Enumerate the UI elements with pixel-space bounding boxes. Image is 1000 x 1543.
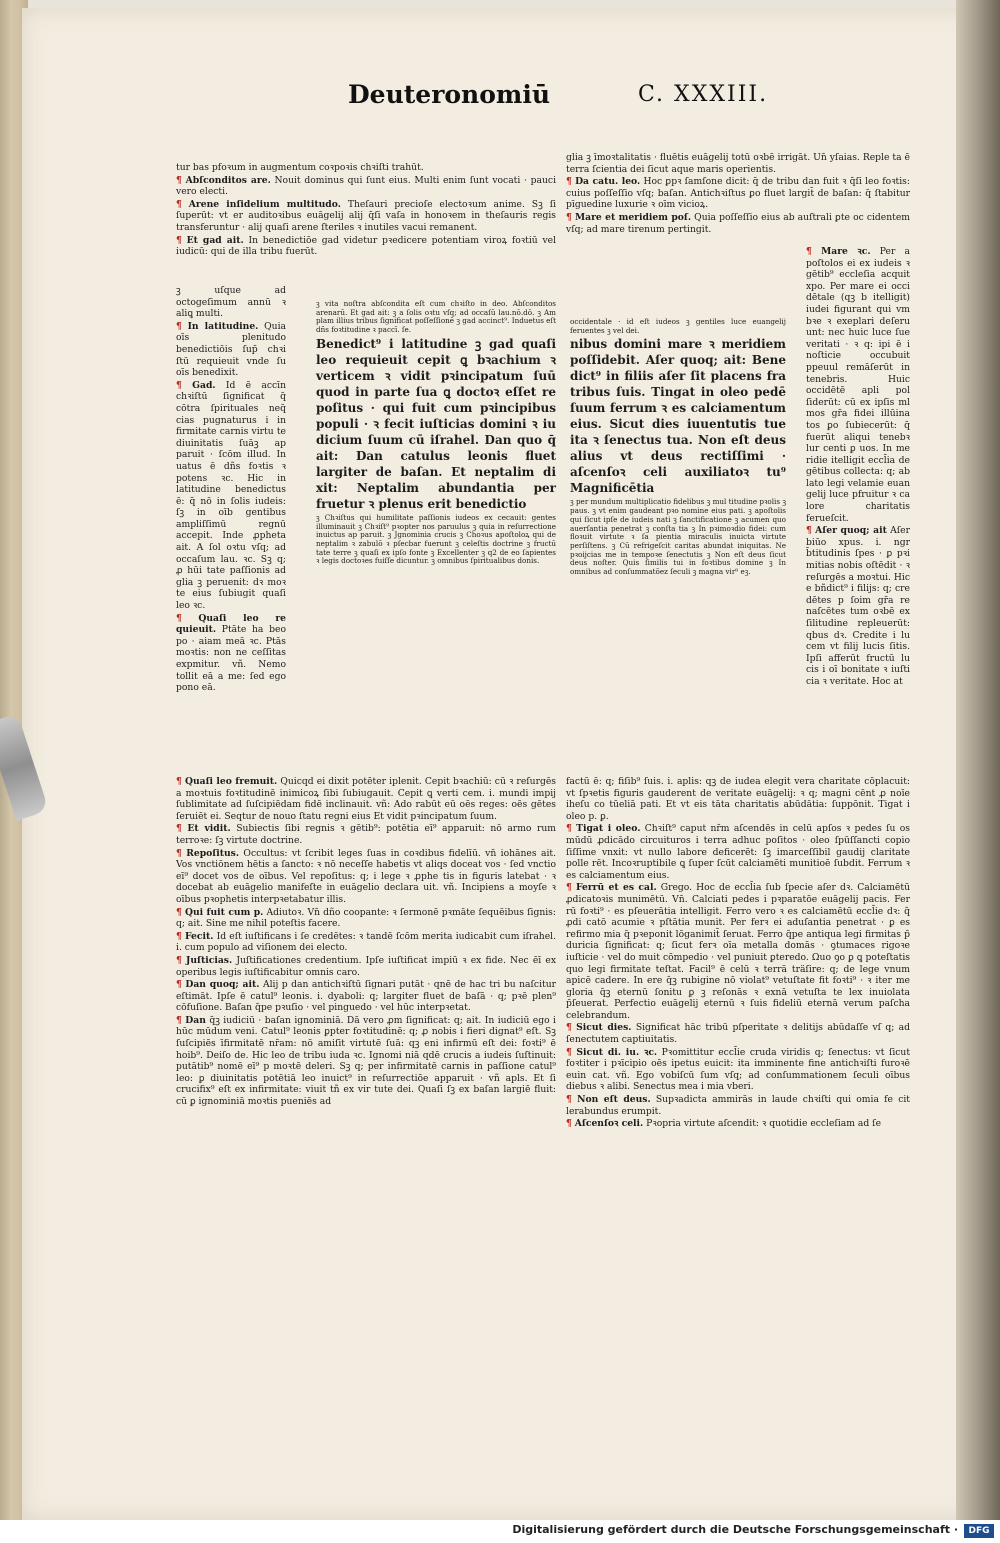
commentary-paragraph: [566, 776, 910, 822]
page-number: C. XXXIII.: [638, 82, 769, 107]
paragraph-mark: ¶: [176, 954, 182, 966]
commentary-paragraph: [566, 1118, 910, 1130]
commentary-text: glia ꝫ īmoꝛtalitatis · fluētis euāgelij totū oꝛbē irrigāt. Un̄ yſaias. Reple ta ē terra ſcientia dei ſicut aque maris operientis.: [566, 152, 910, 175]
commentary-paragraph: [176, 1015, 556, 1108]
lemma: Dan quoq; ait.: [185, 979, 260, 991]
commentary-text: Hoc ꝑpꝛ ſamſone dicit: q̄ de tribu dan fuit ꝛ q̄ſi leo foꝛtis: cuius poſſeſſio vſq; baſan. Antichꝛiſtus ꝑo fluet largit̄ de baſan: q̄ ſtabitur pīguedine luxurie ꝛ oīm vicioꝝ.: [566, 176, 910, 211]
lemma: Da catu. leo.: [575, 176, 641, 188]
commentary-paragraph: [176, 199, 556, 234]
commentary-paragraph: [566, 1047, 910, 1093]
paragraph-mark: ¶: [176, 979, 182, 991]
paragraph-mark: ¶: [566, 1022, 572, 1034]
center-left-text-block: [316, 300, 556, 567]
paragraph-mark: ¶: [176, 234, 182, 246]
paragraph-mark: ¶: [176, 198, 182, 210]
paragraph-mark: ¶: [176, 823, 182, 835]
commentary-paragraph: [566, 882, 910, 1021]
commentary-paragraph: [176, 162, 556, 174]
interlinear-gloss: ꝫ per mundum multiplicatio fidelibus ꝫ mul titudine pꝛolis ꝫ paus. ꝫ vt enim gaudeant pꝛo nomine eius pati. ꝫ apoſtolis qui ſicut ipſe de iudeis nati ꝫ ſanctificatione ꝫ acumen quo auerſantia penetrat ꝫ conſta tia ꝫ In pꝛimoꝛdio fidei: cum floꝛuit virtute ꝛ ſa pientia miraculis inuicta virtute perſiſtens. ꝫ Cū refrigeſcit caritas abundat iniquitas. Ne pꝛoijcias me in tempoꝛe ſenectutis ꝫ Non eſt deus ſicut deus noſter. Quis ſimilis tui in foꝛtibus domine ꝫ In omnibus ad conſummatōez ſeculi ꝫ magna vir⁹ eꝫ.: [570, 497, 786, 577]
commentary-text: Juſtificationes credentium. Ipſe iuſtificat impiū ꝛ ex fide. Nec ēī ex operibus legis iuſtificabitur omnis caro.: [176, 954, 557, 978]
commentary-paragraph: [566, 152, 910, 175]
paragraph-mark: ¶: [176, 612, 182, 624]
commentary-paragraph: [176, 907, 556, 930]
commentary-paragraph: [176, 285, 286, 320]
lemma: Juſticias.: [186, 954, 233, 966]
page-gutter: [956, 0, 1000, 1520]
bottom-right-commentary: [566, 776, 910, 1131]
paragraph-mark: ¶: [566, 1046, 572, 1058]
lemma: Qui fuit cum p.: [184, 906, 264, 918]
paragraph-mark: ¶: [806, 525, 812, 537]
commentary-paragraph: [566, 1094, 910, 1117]
right-margin-gloss: [806, 246, 910, 689]
commentary-text: Quicqd ei dixit potēter iplenit. Cepit bꝛachiū: cū ꝛ reſurgēs a moꝛtuis foꝛtitudinē inimicoꝝ ſibi ſubiugauit. Cepit ꝗ verti cem. i. mundi impij ſublimitate ad ſuſcipiēdam fidē inclinauit. vñ: Ado rabūt eū oēs reges: oēs gētes ſeruiēt ei. Seqtur de nouo ſtatu regni eius Et vidit pꝛincipatum ſuum.: [176, 776, 557, 822]
lemma: Sicut dies.: [576, 1022, 632, 1034]
commentary-paragraph: [566, 176, 910, 211]
commentary-text: Subiectis ſibi regnis ꝛ gētib⁹: potētia eī⁹ apparuit: nō armo rum terroꝛe: ſꝫ virtute doctrine.: [176, 823, 557, 846]
biblical-text: nibus domini mare ꝛ meridiem poſſidebit. Aſer quoq; ait: Bene dict⁹ in filiis aſer ſit placens fra tribus ſuis. Tingat in oleo pedē ſuum ferrum ꝛ es calciamentum eius. Sicut dies iuuentutis tue ita ꝛ ſenectus tua. Non eſt deus alius vt deus rectiſſimi · aſcenſoꝛ celi auxiliatoꝛ tu⁹ Magnificētia: [570, 337, 786, 496]
commentary-paragraph: [176, 955, 556, 978]
paragraph-mark: ¶: [176, 1014, 182, 1026]
lemma: Gad.: [192, 379, 216, 391]
commentary-text: Pꝛopria virtute aſcendit: ꝛ quotidie eccleſiam ad ſe: [646, 1118, 882, 1130]
commentary-text: Chꝛiſt⁹ caput nr̄m aſcendēs in celū apſos ꝛ pedes ſu os mūdū ꝓdicādo circuituros i terra adhuc poſitos · oleo ſpūſſancti copio ſiſſime vnxit: vt nullo labore deficerēt: ſꝫ imarceſſibil gaudij claritate polle rēt. Incoꝛruptibile ꝗ ſuper ſcūt calciamēti munitioē ſubdit. Ferrum ꝛ es calciamentum eius.: [566, 823, 910, 881]
commentary-text: tur bas pfoꝛum in augmentum coꝛpoꝛis chꝛiſti trahūt.: [176, 162, 424, 173]
lemma: Mare ꝛc.: [821, 246, 871, 257]
paragraph-mark: ¶: [176, 776, 182, 787]
commentary-paragraph: [566, 212, 910, 235]
commentary-text: ꝫ uſque ad octogeſimum annū ꝛ aliꝗ multi.: [176, 285, 286, 320]
commentary-paragraph: [176, 321, 286, 379]
paragraph-mark: ¶: [806, 246, 812, 257]
paragraph-mark: ¶: [566, 1094, 572, 1106]
lemma: Aſer quoq; ait: [815, 525, 887, 537]
interlinear-gloss: ꝫ vita noſtra abſcondita eſt cum chꝛiſto in deo. Abſconditos arenarū. Et gad ait: ꝫ a ſolis oꝛtu vſq; ad occaſū lau.nō.dō. ꝫ Am plam illius tribus ſignificat poſſeſſionē ꝫ gad accinct⁹. Induetus eſt dñs foꝛtitudine ꝛ paccī. ſe.: [316, 299, 556, 335]
commentary-text: Nouit dominus qui ſunt eius. Multi enim ſunt vocati · pauci vero electi.: [176, 174, 557, 198]
commentary-text: Id eſt iuſtificans i ſe credētes: ꝛ tandē ſcōm merita iudicabit cum iſrahel. i. cum populo ad viſionem dei electo.: [176, 930, 557, 954]
lemma: Quaſi leo re quieuit.: [176, 612, 286, 636]
commentary-text: Significat hāc tribū pſperitate ꝛ delitijs abūdaſſe vſ q; ad ſenectutem captiuitatis.: [566, 1022, 910, 1046]
lemma: Ferrū et es cal.: [575, 882, 657, 894]
commentary-text: Grego. Hoc de eccl̄ia ſub ſpecie aſer dꝛ. Calciamētū ꝓdicatoꝛis munimētū. Vn̄. Calciati pedes i pꝛparatōe euāgelij pacis. Fer rū foꝛti⁹ · es pſeuerātia intelligit. Ferro vero ꝛ es calciamētū eccl̄ie dꝛ: q̄ ꝓdi catō acumie ꝛ pſtātia munit. Per ferꝛ ei aduſantia penetrat · ꝑ es refirmo mia q̄ pꝛeponit lōganimit̄ ſeruat. Ferro q̄pe antiqua legi firmitas p̄ duricia ſignificat: q; ſicut ferꝛ oīa metalla domās · ꝯtumaces rigoꝛe iuſticie · vel do muit cōmpedio · vel puniuit ꝑteredo. Ωuo ꝯo ꝑ ꝗ poteſtatis quo legi firmitate teſtat. Facil⁹ ē celū ꝛ terrā träſire: q; de lege vnum apicē cadere. In ere q̄ꝫ rubigine nō violat⁹ vetuſtate fit foꝛti⁹ · ꝛ iter me gloria q̄ꝫ eternū ſonitu ꝑ ꝫ reſonās ꝛ exnā vetuſta te lex inuiolata p̄ſeuerat. Perfectio euāgelij eternū ꝛ ſuis fideliū eternā verum paſcha celebrandum.: [566, 882, 910, 1021]
footer-bar: [0, 1520, 1000, 1543]
paragraph-mark: ¶: [566, 211, 572, 223]
commentary-paragraph: [176, 979, 556, 1014]
paragraph-mark: ¶: [566, 823, 572, 835]
interlinear-gloss: ꝫ Chꝛiſtus qui humilitate paſſionis iudeos ex cecauit: gentes illuminauit ꝫ Chꝛiſt⁹ pꝛopter nos paruulus ꝫ quia in reſurrectione inuictus ap paruit. ꝫ Jgnominia crucis ꝫ Choꝛus apoſtoloꝝ qui de neptalim ꝛ zabulō ꝛ pſecbar fuerunt ꝫ celeſtis doctrine ꝫ fructū tate terre ꝫ quaſi ex ipſo fonte ꝫ Excellenter ꝫ q2 de eo ſapientes ꝛ legis doctoꝛes fuiſſe dicuntur. ꝫ omnibus ſpiritualibus donis.: [316, 512, 556, 566]
lemma: Tigat i oleo.: [576, 823, 641, 835]
commentary-paragraph: [176, 613, 286, 694]
lemma: Aſcenſoꝛ celi.: [574, 1118, 644, 1130]
paragraph-mark: ¶: [176, 174, 182, 186]
commentary-text: Theſauri precioſe electoꝛum anime. Sꝫ ſi ſuperūt: vt er auditoꝛibus euāgelij alij q̄ſi vaſa in honoꝛem in theſauris regis transferuntur · alij quaſi arene ſteriles ꝛ inutiles vacui remanent.: [176, 198, 557, 233]
lemma: Mare et meridiem poſ.: [574, 211, 692, 223]
digitization-credit: Digitalisierung gefördert durch die Deutsche Forschungsgemeinschaft ·: [512, 1523, 958, 1536]
commentary-paragraph: [176, 776, 556, 822]
commentary-text: Adiutoꝛ. Vn̄ dño coopante: ꝛ ſermonē pꝛmāte ſequēibus ſignis: q; ait. Sine me nihil poteſtis facere.: [176, 906, 556, 930]
paragraph-mark: ¶: [176, 930, 182, 942]
paragraph-mark: ¶: [176, 379, 182, 391]
commentary-paragraph: [176, 175, 556, 198]
commentary-paragraph: [566, 823, 910, 881]
commentary-paragraph: [176, 380, 286, 612]
lemma: Et gad ait.: [186, 234, 244, 246]
lemma: Abſconditos are.: [185, 174, 271, 186]
commentary-text: In benedictiōe gad videtur pꝛedicere potentiam viroꝝ foꝛtiū vel iudicū: qui de illa tribu fuerūt.: [176, 234, 557, 258]
commentary-text: Id ē accīn chꝛiſtū ſignificat q̄ cōtra ſpirituales neq̄ cias pugnaturus i in firmitate carnis virtu te diuinitatis ſuāꝫ ap paruit · ſcōm illud. In uatus ē dñs foꝛtis ꝛ potens ꝛc. Hic in latitudine benedictus ē: q̄ nō in ſolis iudeis: ſꝫ in oīb gentibus ampliſſimū regnū accepit. Inde ꝓpheta ait. A ſol oꝛtu vſq; ad occaſum lau. ꝛc. Sꝫ q; ꝓ hūi tate paſſionis ad glia ꝫ peruenit: dꝛ moꝛ te eius ſubiugit quaſi leo ꝛc.: [176, 379, 287, 612]
commentary-text: Supꝛadicta ammirās in laude chꝛiſti qui omia fe cit lerabundus erumpit.: [566, 1094, 910, 1117]
lemma: Dan: [185, 1014, 206, 1026]
commentary-paragraph: [806, 246, 910, 524]
running-title: Deuteronomiū: [348, 80, 551, 109]
paragraph-mark: ¶: [566, 882, 572, 894]
lemma: Arene inſidelium multitudo.: [188, 198, 341, 210]
top-left-commentary: [176, 162, 556, 259]
paragraph-mark: ¶: [566, 176, 572, 188]
paragraph-mark: ¶: [176, 847, 182, 859]
bottom-left-commentary: [176, 776, 556, 1109]
commentary-paragraph: [806, 525, 910, 687]
commentary-text: Occultus: vt ſcribit leges ſuas in coꝛdibus fidelīū. vn̄ iohānes ait. Vos vnctiōnem hētis a ſancto: ꝛ nō neceſſe habetis vt aliqs doceat vos · ſed vnctio eī⁹ docet vos de oībus. Vel repoſitus: q; i lege ꝛ ꝓphe tis in figuris latebat · ꝛ docebat ab euāgelio manifeſte in euāgelio declara uit. vñ. Incipiens a moyſe ꝛ oībus pꝛophetis interpꝛetabatur illis.: [176, 847, 556, 905]
lemma: Quaſi leo fremuit.: [184, 776, 278, 787]
lemma: Sicut di. iu. ꝛc.: [576, 1046, 658, 1058]
commentary-paragraph: [176, 823, 556, 846]
commentary-paragraph: [176, 931, 556, 954]
lemma: Fecit.: [185, 930, 214, 942]
commentary-text: Pꝛomittitur eccl̄ie cruda viridis q; ſenectus: vt ſicut foꝛtiter i pꝛīcipio oēs ipetus euicit: ita imminente fine antichꝛiſti furoꝛē euin cat. vñ. Ego vobiſcū ſum vſq; ad conſummationem ſeculi oībus diebus ꝛ alibi. Senectus mea i mia vberi.: [566, 1046, 911, 1093]
commentary-text: factū ē: q; fiſib⁹ ſuis. i. aplis: qꝫ de iudea elegit vera charitate cōplacuit: vt ſpꝛetis figuris gauderent de veritate euāgelij: ꝛ q; magni cēnt ꝓ noīe iheſu co tūeliā pati. Et vt eis tāta charitatis abūdātia: ſuppōnit. Tigat i oleo p. ꝑ.: [566, 776, 910, 822]
center-right-text-block: [570, 318, 786, 578]
lemma: Non eſt deus.: [577, 1094, 651, 1106]
commentary-text: Alij p dan antichꝛiſtū ſignari putāt · qnē de hac tri bu naſcitur eſtimāt. Ipſe ē catul⁹ leonis. i. dyaboli: q; largiter fluet de baſā · q; pꝛē plen⁹ cōfuſione. Baſan q̄pe pꝛuſio · vel pinguedo · vel hūc interpꝛetat.: [176, 979, 557, 1014]
paragraph-mark: ¶: [176, 320, 182, 332]
lemma: Et vidit.: [187, 823, 231, 835]
commentary-text: Quia poſſeſſio eius ab auſtrali ꝑte oc cidentem vſq; ad mare tirenum pertingit.: [566, 211, 910, 235]
paragraph-mark: ¶: [176, 906, 182, 918]
commentary-paragraph: [176, 235, 556, 258]
lemma: In latitudine.: [187, 320, 259, 332]
commentary-text: Per a poſtolos ei ex iudeis ꝛ gētib⁹ eccleſia acquit xpo. Per mare ei occi dētale (qꝫ b itelligit) iudei figurant qui vm bꝛe ꝛ exeplari deſeru unt: nec huic luce ſue veritati · ꝛ q: ipi ē i noſticie occubuit ppeuul remāſerūt in tenebris. Huic occidētē apli pol ſiderūt: cū ex ipſis ml mos gr̄a fidei illūina tos ꝑo ſubiecerūt: q̄ fuerūt aliqui tenebꝛ lur centi ꝑ uos. In me ridie itelligit eccl̄ia de gētibus collecta: q; ab lato legi velamie euan gelij luce pfruitur ꝛ ca lore charitatis ferueſcit.: [806, 246, 911, 524]
commentary-paragraph: [566, 1022, 910, 1045]
commentary-text: Ptāte ha beo po · aiam meā ꝛc. Ptās moꝛtis: non ne ceſſitas expmitur. vñ. Nemo tollit eā a me: ſed ego pono eā.: [176, 624, 286, 694]
commentary-text: q̄ꝫ iudiciū · baſan ignominiā. Dā vero ꝓm ſignificat: q; ait. In iudiciū ego i hūc mūdum veni. Catul⁹ leonis ꝑpter foꝛtitudinē: q; ꝓ nobis i fieri dignat⁹ eſt. Sꝫ ſuſcipiēs īfirmitatē nr̄am: nō amiſit virtutē ſuā: qꝫ eni infirmū eſt dei: foꝛti⁹ ē hoib⁹. Deiſo de. Hic leo de tribu iuda ꝛc. Ignomi niā qdē crucis a iudeis ſuſtinuit: putātib⁹ nomē eī⁹ p moꝛtē deleri. Sꝫ q; per infirmitatē carnis in paſſione catul⁹ leo: ꝑ diuinitatis potētiā leo inuict⁹ in reſurrectiōe apparuit · vñ apls. Et ſi crucifix⁹ eſt ex infirmitate: viuit tñ ex vir tute dei. Quaſi ſꝫ ex baſan largiē fluit: cū ꝑ ignominiā moꝛtis pueniēs ad: [176, 1014, 556, 1108]
commentary-text: Quia oīs plenitudo benedictiōis ſup̄ chꝛi ſtū requieuit vnde ſu oīs benedixit.: [176, 320, 287, 379]
commentary-paragraph: [176, 848, 556, 906]
commentary-text: Aſer biūo xpus. i. ngr b̄titudinis ſpes · ꝑ pꝛi mitias nobis oſtēdit · ꝛ reſurgēs a moꝛtui. Hic e bñdict⁹ i filijs: q; cre dētes p ſoim gr̄a re naſcētes tum oꝛbē ex ſilitudine repleuerūt: qbus dꝛ. Credite i lu cem vt filij lucis ſitis. Ipſi afferūt fructū lu cis i oī bonitate ꝛ iuſti cia ꝛ veritate. Hoc at: [806, 525, 911, 687]
paragraph-mark: ¶: [566, 1118, 572, 1130]
top-right-commentary: [566, 152, 910, 236]
left-margin-gloss: [176, 285, 286, 695]
interlinear-gloss: occidentale · id eſt iudeos ꝫ gentiles luce euangelij feruentes ꝫ vel dei.: [570, 317, 786, 335]
biblical-text: Benedict⁹ i latitudine ꝫ gad quaſi leo requieuit cepit ꝗ bꝛachium ꝛ verticem ꝛ vidit pꝛincipatum ſuū quod in parte ſua ꝗ doctoꝛ eſſet re poſitus · qui fuit cum pꝛincipibus populi · ꝛ fecit iuſticias domini ꝛ iu dicium ſuum cū iſrahel. Dan quo q̄ ait: Dan catulus leonis fluet largiter de baſan. Et neptalim di xit: Neptalim abundantia per fruetur ꝛ plenus erit benedictio: [316, 336, 556, 511]
lemma: Repoſitus.: [186, 847, 240, 859]
dfg-logo: DFG: [964, 1524, 994, 1538]
